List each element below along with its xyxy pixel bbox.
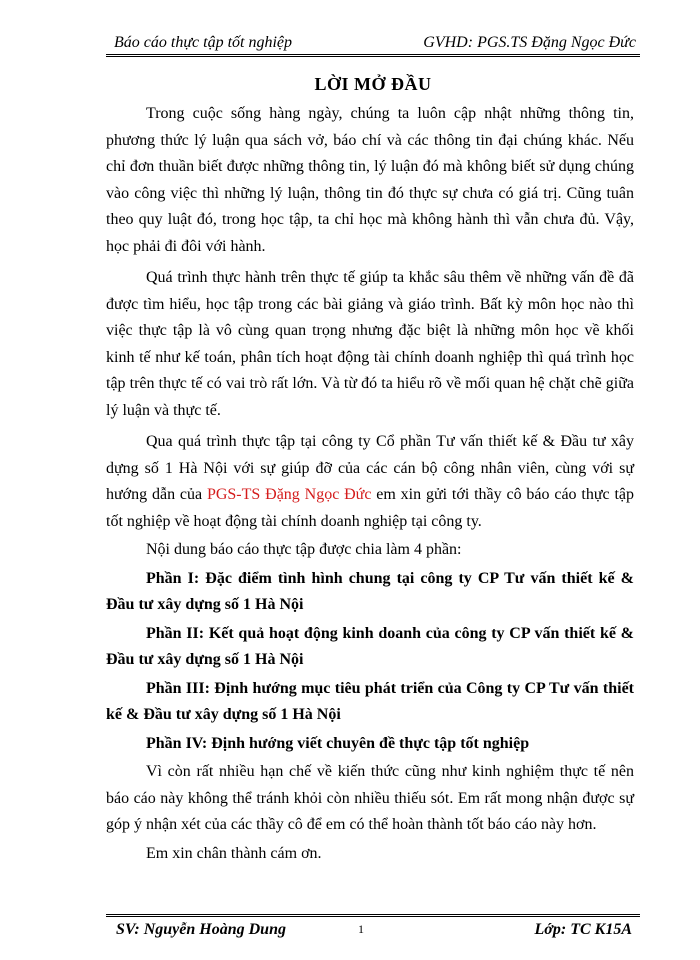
part-4-heading: Phần IV: Định hướng viết chuyên đề thực tập tốt nghiệp [146,734,530,752]
paragraph-internship-end: em xin gửi tới thầy cô báo cáo thực tập tốt nghiệp về hoạt động tài chính doanh nghiệp tại công ty. [106,486,634,530]
paragraph-thanks: Em xin chân thành cám ơn. [146,844,322,862]
paragraph-intro: Trong cuộc sống hàng ngày, chúng ta luôn cập nhật những thông tin, phương thức lý luận qua sách vở, báo chí và các thông tin đại chúng khác. Nếu chỉ đơn thuần biết được những thông tin, lý luận đó mà không biết sử dụng chúng vào công việc thì những lý luận, thông tin đó thực sự chưa có giá trị. Cũng tuân theo quy luật đó, trong học tập, ta chỉ học mà không hành thì vẫn chưa đủ. Vậy, học phải đi đôi với hành. [106,105,634,255]
part-3-heading: Phần III: Định hướng mục tiêu phát triển của Công ty CP Tư vấn thiết kế & Đầu tư xây dựng số 1 Hà Nội [106,679,634,723]
header-report-title: Báo cáo thực tập tốt nghiệp [114,34,293,51]
paragraph-internship-start: Qua quá trình thực tập tại công ty Cổ phần Tư vấn thiết kế & Đầu tư xây dựng số 1 Hà Nội với sự giúp đỡ của các cán bộ công nhân viên, cùng với sự hướng dẫn của [106,433,634,503]
footer-student-name: SV: Nguyễn Hoàng Dung [116,921,286,938]
paragraph-structure: Nội dung báo cáo thực tập được chia làm 4 phần: [146,541,462,558]
header-supervisor: GVHD: PGS.TS Đặng Ngọc Đức [423,34,636,51]
page-title: LỜI MỞ ĐẦU [314,74,432,94]
document-body [106,101,634,867]
page-header [106,30,640,57]
page-number: 1 [358,922,364,936]
supervisor-name-highlight: PGS-TS Đặng Ngọc Đức [206,486,372,503]
paragraph-limitations: Vì còn rất nhiều hạn chế về kiến thức cũng như kinh nghiệm thực tế nên báo cáo này không thể tránh khỏi còn nhiều thiếu sót. Em rất mong nhận được sự góp ý nhận xét của các thầy cô để em có thể hoàn thành tốt báo cáo này hơn. [106,763,634,833]
part-2-heading: Phần II: Kết quả hoạt động kinh doanh của công ty CP vấn thiết kế & Đầu tư xây dựng số 1 Hà Nội [106,624,634,668]
part-1-heading: Phần I: Đặc điểm tình hình chung tại công ty CP Tư vấn thiết kế & Đầu tư xây dựng số 1 Hà Nội [106,569,634,613]
paragraph-internship [106,429,634,535]
footer-class: Lớp: TC K15A [534,921,632,938]
page-footer [106,914,640,947]
paragraph-practice: Quá trình thực hành trên thực tế giúp ta khắc sâu thêm về những vấn đề đã được tìm hiểu, học tập trong các bài giảng và giáo trình. Bất kỳ môn học nào thì việc thực tập là vô cùng quan trọng nhưng đặc biệt là những môn học về khối kinh tế như kế toán, phân tích hoạt động tài chính doanh nghiệp thì quá trình học tập trên thực tế có vai trò rất lớn. Và từ đó ta hiểu rõ về mối quan hệ chặt chẽ giữa lý luận và thực tế. [106,269,634,419]
